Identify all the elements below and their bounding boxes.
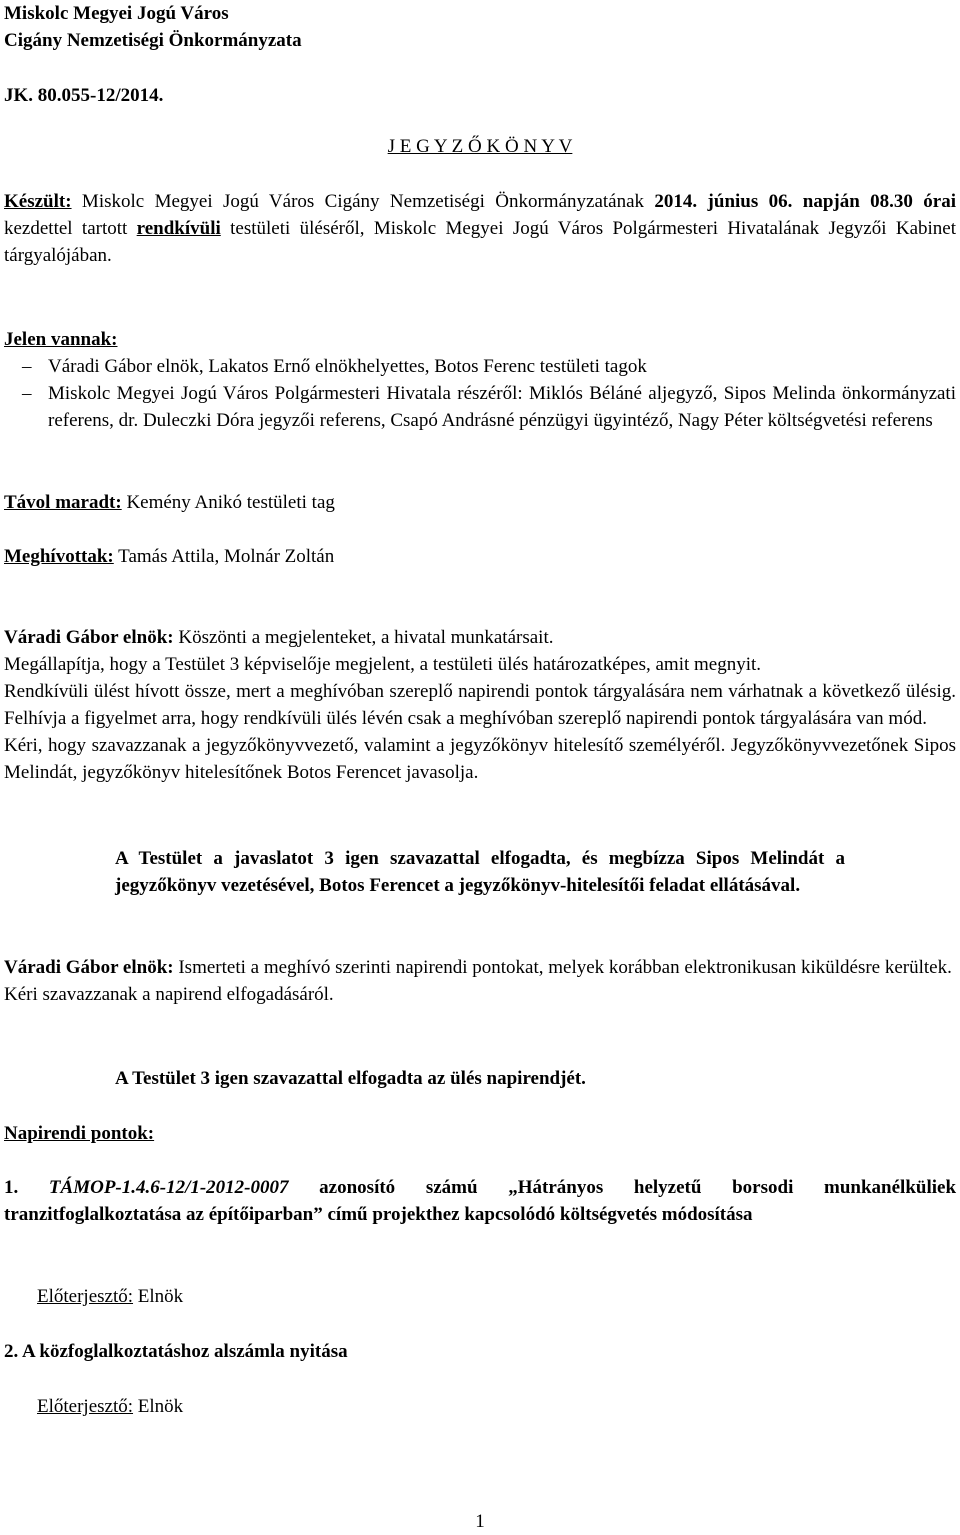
speech-1-line-2: Megállapítja, hogy a Testület 3 képviselője megjelent, a testületi ülés határozatképes, amit megnyit.: [4, 654, 762, 675]
agenda-item-1-number: 1.: [4, 1177, 19, 1198]
speech-2-line-2: Kéri szavazzanak a napirend elfogadásáról.: [4, 984, 334, 1005]
absent-text: Kemény Anikó testületi tag: [121, 492, 335, 513]
present-label: Jelen vannak:: [4, 329, 118, 350]
present-item-2: [4, 380, 956, 434]
present-section: [4, 326, 956, 434]
intro-text-3: testületi üléséről, Miskolc Megyei Jogú Város Polgármesteri Hivatalának Jegyzői Kabinet tárgyalójában.: [4, 218, 956, 266]
agenda-item-1-presenter: [37, 1283, 183, 1310]
presenter-name: Elnök: [133, 1396, 184, 1417]
agenda-item-2-title: A közfoglalkoztatáshoz alszámla nyitása: [21, 1341, 348, 1362]
meeting-date: 2014. június 06. napján 08.30 órai: [654, 191, 956, 212]
speech-1-line-1: [4, 624, 956, 651]
org-line-1: Miskolc Megyei Jogú Város: [4, 3, 229, 24]
present-item-2-text: Miskolc Megyei Jogú Város Polgármesteri Hivatala részéről: Miklós Béláné aljegyző, Sipos Melinda önkormányzati referens, dr. Duleczki Dóra jegyzői referens, Csapó Andrásné pénzügyi ügyintéző, Nagy Péter költségvetési referens: [48, 383, 956, 431]
intro-paragraph: [4, 188, 956, 269]
speech-1: [4, 624, 956, 786]
speech-2-paragraph: [4, 954, 956, 981]
speech-2: [4, 954, 956, 1008]
agenda-item-2-number: 2.: [4, 1341, 19, 1362]
present-item-1-text: Váradi Gábor elnök, Lakatos Ernő elnökhelyettes, Botos Ferenc testületi tagok: [48, 356, 647, 377]
speech-1-paragraph-2: Rendkívüli ülést hívott össze, mert a meghívóban szereplő napirendi pontok tárgyalására nem várhatnak a következő ülésig. Felhívja a figyelmet arra, hogy rendkívüli ülés lévén csak a meghívóban szereplő napirendi pontok tárgyalására van mód.: [4, 681, 956, 729]
agenda-item-1-title: azonosító számú „Hátrányos helyzetű borsodi munkanélküliek tranzitfoglalkoztatása az építőiparban” című projekthez kapcsolódó költségvetés módosítása: [4, 1177, 957, 1225]
absent-line: [4, 489, 956, 516]
resolution-1: A Testület a javaslatot 3 igen szavazattal elfogadta, és megbízza Sipos Melindát a jegyzőkönyv vezetésével, Botos Ferencet a jegyzőkönyv-hitelesítői feladat ellátásával.: [115, 848, 845, 896]
document-title: J E G Y Z Ő K Ö N Y V: [387, 136, 573, 157]
dash-bullet: –: [22, 383, 32, 404]
page-number: 1: [475, 1511, 485, 1532]
meeting-type: rendkívüli: [136, 218, 221, 239]
agenda-item-2: [4, 1338, 956, 1365]
presenter-name: Elnök: [133, 1286, 184, 1307]
dash-bullet: –: [22, 356, 32, 377]
agenda-label: Napirendi pontok:: [4, 1123, 155, 1144]
invited-line: [4, 543, 956, 570]
agenda-item-2-presenter: [37, 1393, 183, 1420]
present-item-1: [4, 353, 956, 380]
intro-text-2: kezdettel tartott: [4, 218, 137, 239]
invited-text: Tamás Attila, Molnár Zoltán: [113, 546, 335, 567]
organization-name: [4, 0, 956, 54]
speaker-name: Váradi Gábor elnök:: [4, 627, 174, 648]
absent-label: Távol maradt:: [4, 492, 122, 513]
speech-1-paragraph-3: Kéri, hogy szavazzanak a jegyzőkönyvvezető, valamint a jegyzőkönyv hitelesítő személyéről. Jegyzőkönyvvezetőnek Sipos Melindát, jegyzőkönyv hitelesítőnek Botos Ferencet javasolja.: [4, 735, 956, 783]
intro-text-1: Miskolc Megyei Jogú Város Cigány Nemzetiségi Önkormányzatának: [71, 191, 655, 212]
agenda-item-1: [4, 1174, 956, 1228]
presenter-label: Előterjesztő:: [37, 1396, 134, 1417]
invited-label: Meghívottak:: [4, 546, 114, 567]
agenda-item-1-id: TÁMOP-1.4.6-12/1-2012-0007: [48, 1177, 289, 1198]
presenter-label: Előterjesztő:: [37, 1286, 134, 1307]
speech-1-greeting: Köszönti a megjelenteket, a hivatal munkatársait.: [173, 627, 554, 648]
speech-2-text: Ismerteti a meghívó szerinti napirendi pontokat, melyek korábban elektronikusan kiküldésre kerültek.: [173, 957, 952, 978]
org-line-2: Cigány Nemzetiségi Önkormányzata: [4, 30, 302, 51]
resolution-2: A Testület 3 igen szavazattal elfogadta az ülés napirendjét.: [115, 1068, 586, 1089]
speaker-name: Váradi Gábor elnök:: [4, 957, 174, 978]
file-number: JK. 80.055-12/2014.: [4, 85, 164, 106]
intro-label: Készült:: [4, 191, 72, 212]
